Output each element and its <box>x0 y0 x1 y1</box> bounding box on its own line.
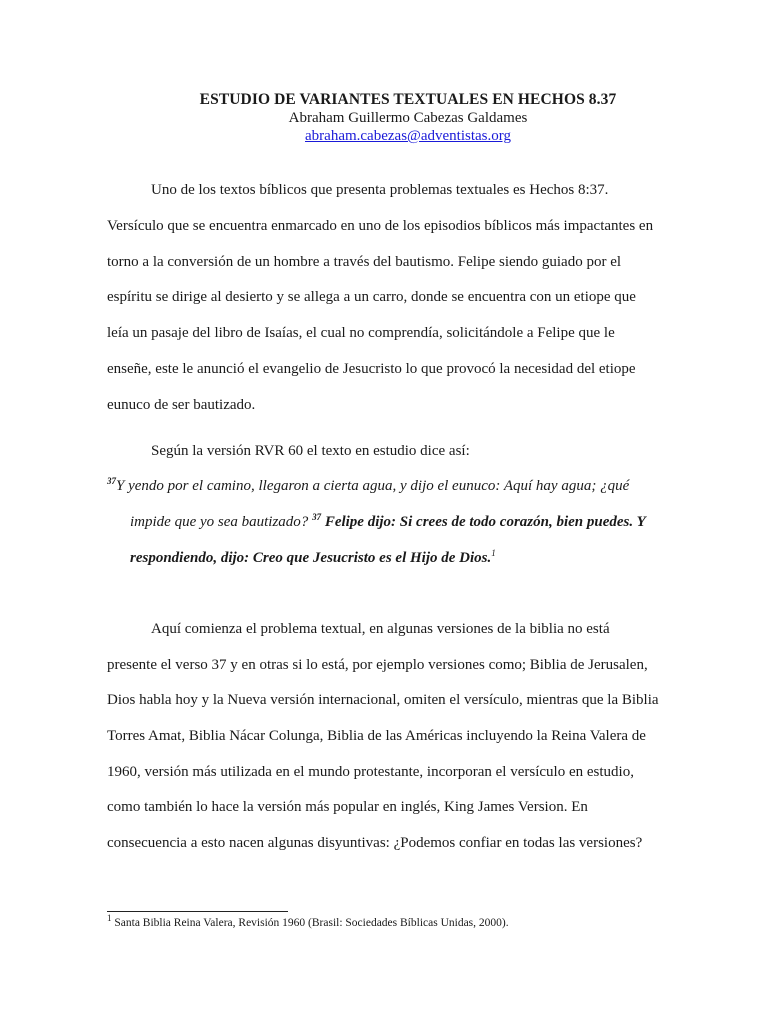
footnote <box>107 913 509 929</box>
paragraph-line: enseñe, este le anunció el evangelio de Jesucristo lo que provocó la necesidad del etiope <box>107 361 636 377</box>
paragraph-line: Versículo que se encuentra enmarcado en uno de los episodios bíblicos más impactantes en <box>107 218 654 234</box>
document-title: ESTUDIO DE VARIANTES TEXTUALES EN HECHOS 8.37 <box>199 91 617 108</box>
footnote-number: 1 <box>107 913 112 924</box>
verse-line-3 <box>130 549 690 567</box>
verse-line-1 <box>107 477 667 495</box>
paragraph-line: Torres Amat, Biblia Nácar Colunga, Biblia de las Américas incluyendo la Reina Valera de <box>107 728 646 744</box>
email-link[interactable]: abraham.cabezas@adventistas.org <box>305 128 511 144</box>
footnote-text: Santa Biblia Reina Valera, Revisión 1960 (Brasil: Sociedades Bíblicas Unidas, 2000). <box>111 917 509 929</box>
paragraph-line: eunuco de ser bautizado. <box>107 397 256 413</box>
paragraph-line: Uno de los textos bíblicos que presenta problemas textuales es Hechos 8:37. <box>151 182 609 198</box>
paragraph-line: Aquí comienza el problema textual, en algunas versiones de la biblia no está <box>151 621 610 637</box>
footnote-divider <box>107 911 288 912</box>
verse-text-bold: respondiendo, dijo: Creo que Jesucristo es el Hijo de Dios. <box>130 550 492 566</box>
verse-text-bold: Felipe dijo: Si crees de todo corazón, bien puedes. Y <box>321 514 646 530</box>
verse-number: 37 <box>312 512 322 522</box>
paragraph-line: leía un pasaje del libro de Isaías, el cual no comprendía, solicitándole a Felipe que le <box>107 325 615 341</box>
verse-text: Y yendo por el camino, llegaron a cierta agua, y dijo el eunuco: Aquí hay agua; ¿qué <box>116 478 630 494</box>
paragraph-line: torno a la conversión de un hombre a través del bautismo. Felipe siendo guiado por el <box>107 254 622 270</box>
paragraph-line: Dios habla hoy y la Nueva versión internacional, omiten el versículo, mientras que la Biblia <box>107 692 659 708</box>
verse-line-2 <box>130 513 690 531</box>
paragraph-line: presente el verso 37 y en otras si lo está, por ejemplo versiones como; Biblia de Jerusalen, <box>107 657 648 673</box>
footnote-ref[interactable]: 1 <box>491 548 496 558</box>
version-intro: Según la versión RVR 60 el texto en estudio dice así: <box>151 443 470 459</box>
author-name: Abraham Guillermo Cabezas Galdames <box>288 110 528 126</box>
paragraph-line: espíritu se dirige al desierto y se allega a un carro, donde se encuentra con un etiope que <box>107 289 636 305</box>
paragraph-line: consecuencia a esto nacen algunas disyuntivas: ¿Podemos confiar en todas las versiones? <box>107 835 643 851</box>
paragraph-line: 1960, versión más utilizada en el mundo protestante, incorporan el versículo en estudio, <box>107 764 634 780</box>
verse-text: impide que yo sea bautizado? <box>130 514 313 530</box>
paragraph-line: como también lo hace la versión más popular en inglés, King James Version. En <box>107 799 588 815</box>
author-email <box>24 128 768 145</box>
verse-number: 37 <box>107 476 116 486</box>
